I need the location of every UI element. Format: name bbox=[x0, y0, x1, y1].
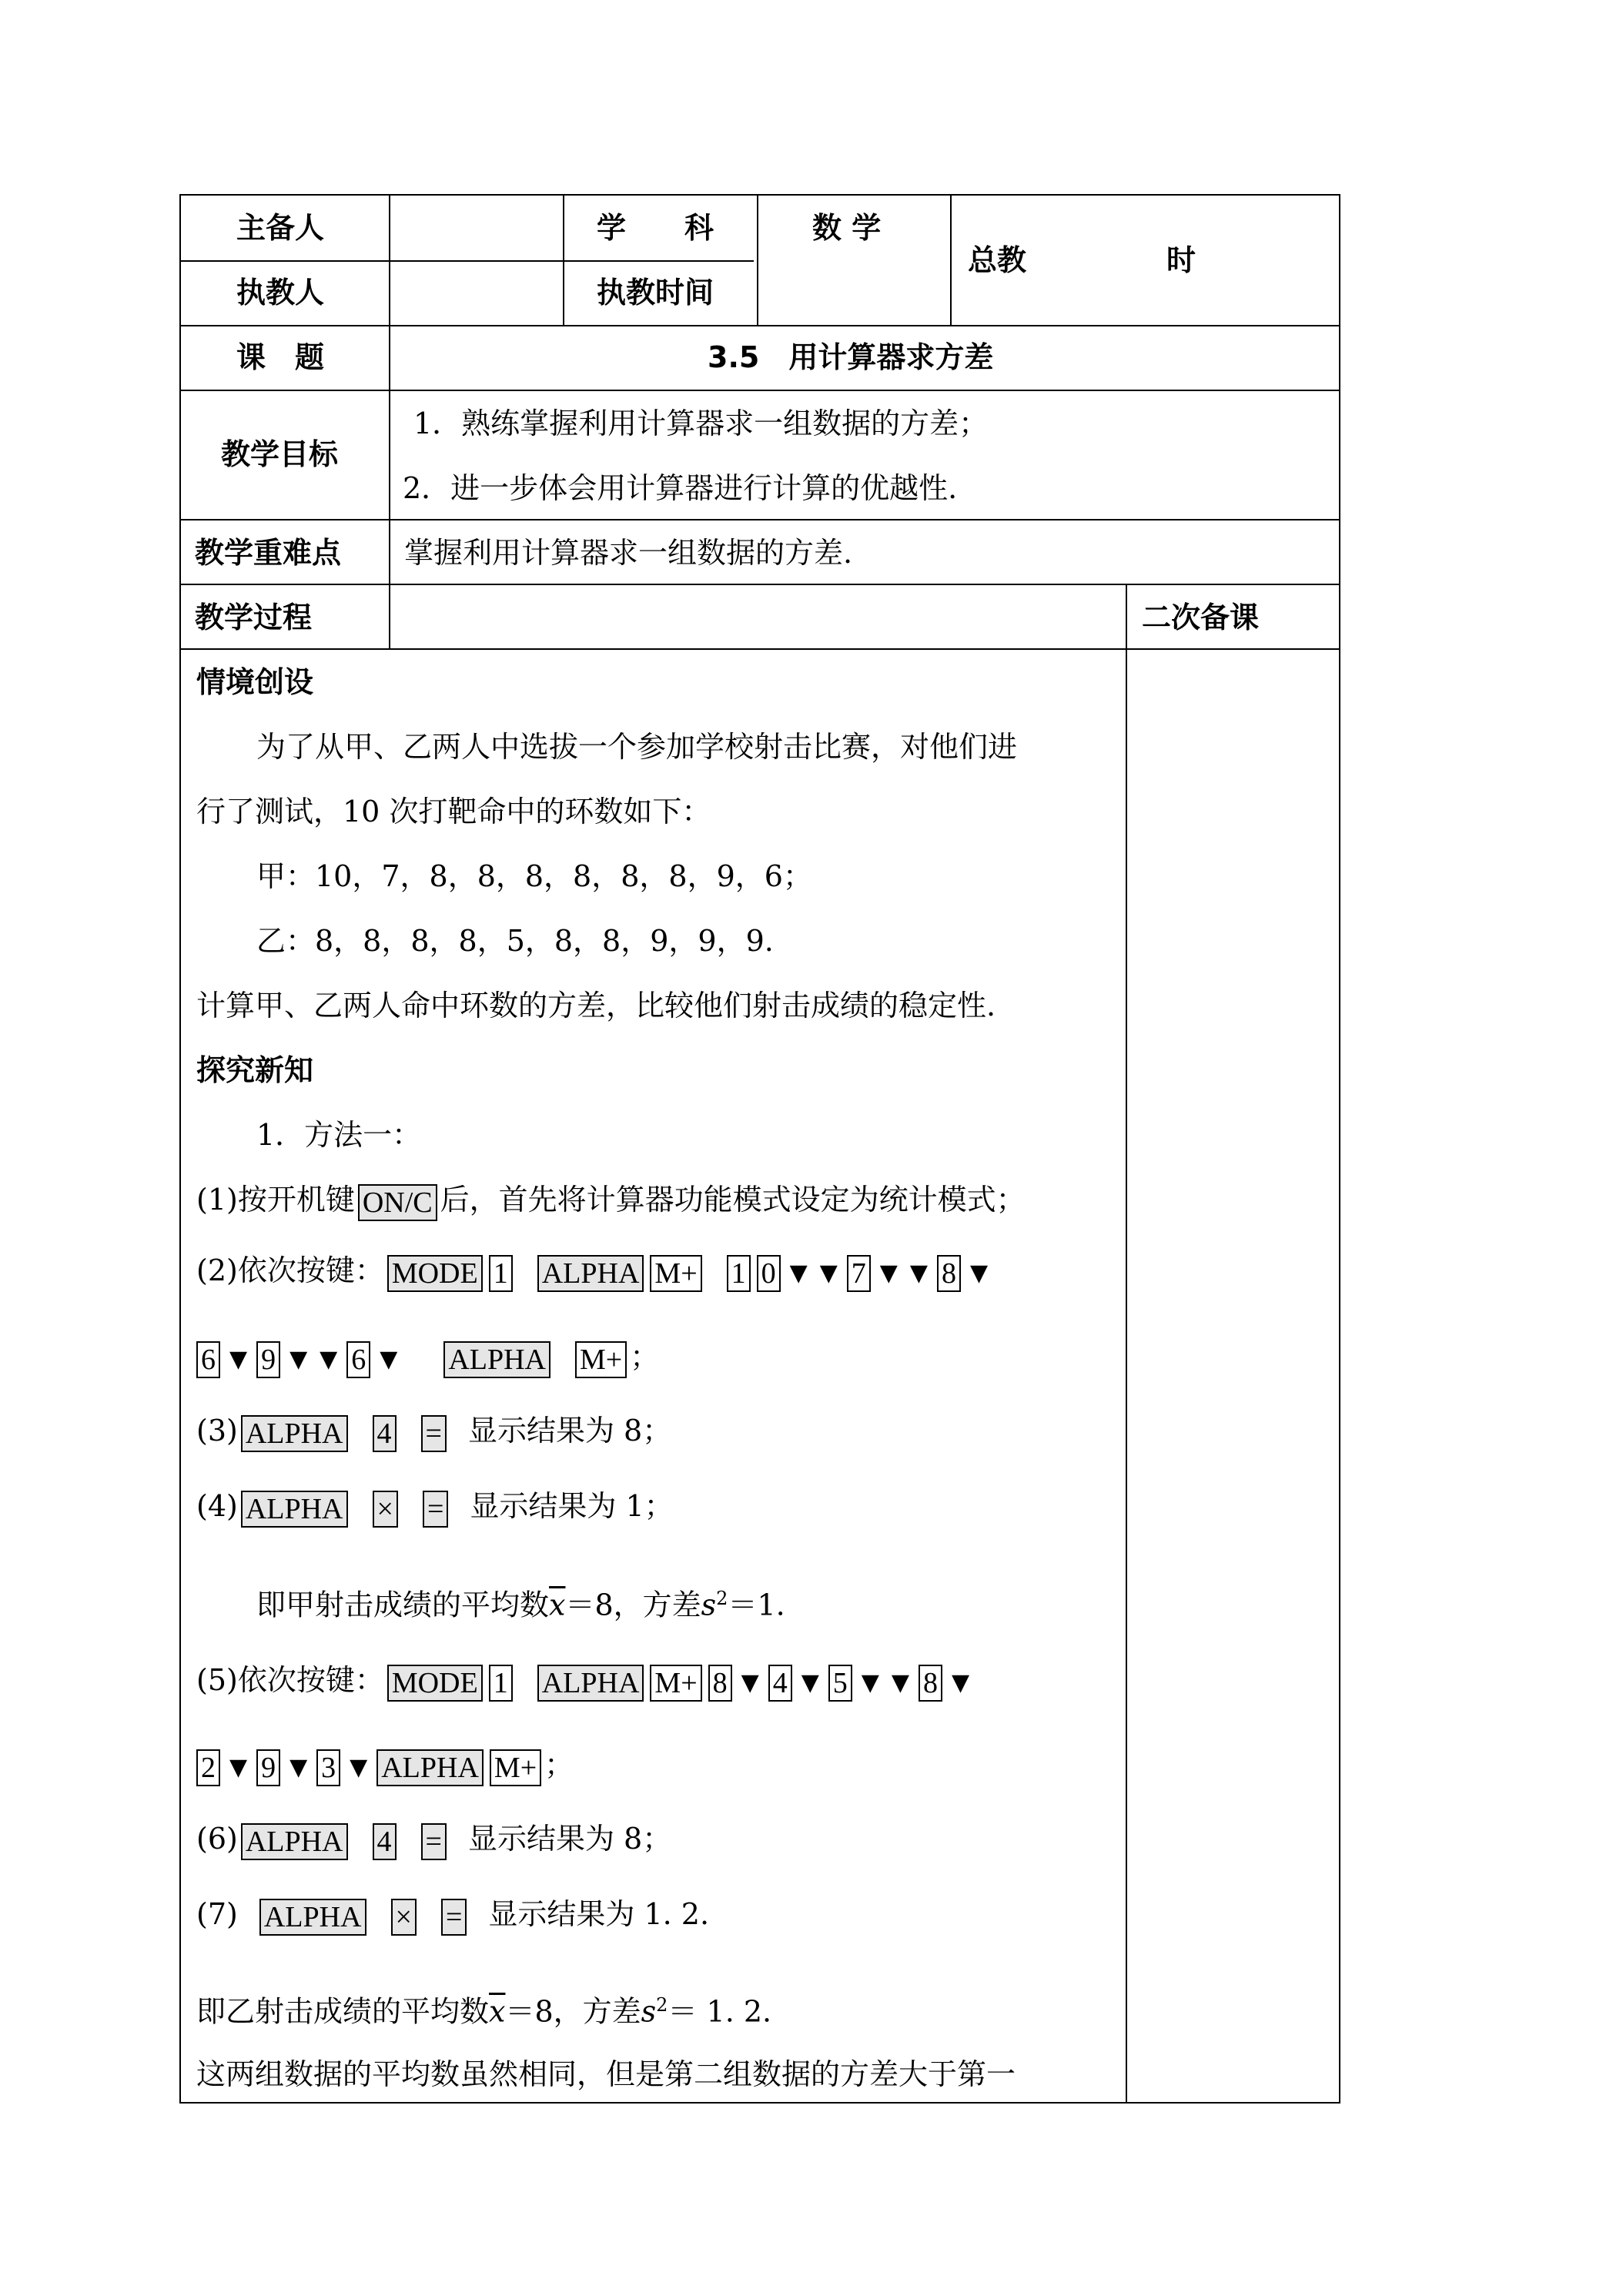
down-arrow-icon: ▼ bbox=[909, 1259, 928, 1287]
rule bbox=[181, 584, 1339, 585]
key-8: 8 bbox=[937, 1255, 961, 1292]
rule bbox=[181, 260, 754, 262]
goal-1: 1．熟练掌握利用计算器求一组数据的方差； bbox=[413, 407, 989, 440]
m-plus-key: M+ bbox=[650, 1255, 701, 1292]
rule bbox=[181, 325, 1339, 326]
step-text: (6) bbox=[196, 1822, 238, 1856]
step-text: (2)依次按键： bbox=[196, 1253, 384, 1287]
rule bbox=[181, 519, 1339, 520]
result-text: ＝ 1. 2. bbox=[668, 1994, 772, 2029]
down-arrow-icon: ▼ bbox=[951, 1668, 970, 1696]
alpha-key: ALPHA bbox=[537, 1665, 644, 1702]
mean-symbol: $\overline{x}$ bbox=[489, 1994, 506, 2029]
rule bbox=[181, 390, 1339, 391]
step-6 bbox=[196, 1820, 671, 1860]
data-jia: 甲：10，7，8，8，8，8，8，8，9，6； bbox=[256, 859, 812, 893]
rule bbox=[181, 648, 1339, 650]
down-arrow-icon: ▼ bbox=[819, 1259, 838, 1287]
key-1: 1 bbox=[727, 1255, 751, 1292]
result-text: ＝8，方差 bbox=[505, 1994, 641, 2029]
equals-key: = bbox=[421, 1823, 447, 1860]
exponent: 2 bbox=[656, 1994, 668, 2016]
step-text: 后，首先将计算器功能模式设定为统计模式； bbox=[440, 1183, 1026, 1217]
rule bbox=[1126, 584, 1127, 2102]
key-4: 4 bbox=[373, 1415, 397, 1452]
variance-symbol: s bbox=[701, 1588, 717, 1622]
step-text: 显示结果为 1. 2. bbox=[488, 1897, 710, 1931]
result-yi bbox=[196, 1986, 771, 2030]
equals-key: = bbox=[421, 1415, 447, 1452]
key-7: 7 bbox=[847, 1255, 871, 1292]
step-text: (1)按开机键 bbox=[196, 1183, 355, 1217]
mean-symbol: $\overline{x}$ bbox=[549, 1588, 566, 1622]
equals-key: = bbox=[423, 1491, 448, 1528]
section-title-scenario: 情境创设 bbox=[196, 665, 314, 699]
key-6: 6 bbox=[346, 1341, 370, 1378]
step-1 bbox=[196, 1181, 1026, 1221]
step-text: 显示结果为 1； bbox=[470, 1489, 674, 1523]
down-arrow-icon: ▼ bbox=[801, 1668, 819, 1696]
keypoint-value: 掌握利用计算器求一组数据的方差. bbox=[404, 536, 853, 570]
key-5: 5 bbox=[828, 1665, 852, 1702]
key-4: 4 bbox=[768, 1665, 792, 1702]
times-key: × bbox=[391, 1899, 417, 1936]
subject-label: 学 科 bbox=[597, 211, 714, 245]
down-arrow-icon: ▼ bbox=[289, 1345, 308, 1373]
step-7 bbox=[196, 1896, 709, 1936]
lesson-plan-table bbox=[179, 194, 1340, 2104]
step-5 bbox=[196, 1662, 975, 1702]
key-8: 8 bbox=[708, 1665, 732, 1702]
mode-key: MODE bbox=[387, 1255, 483, 1292]
key-0: 0 bbox=[757, 1255, 781, 1292]
alpha-key: ALPHA bbox=[259, 1899, 366, 1936]
total-label: 总教 bbox=[968, 243, 1027, 277]
alpha-key: ALPHA bbox=[376, 1749, 484, 1786]
rule bbox=[389, 196, 390, 648]
down-arrow-icon: ▼ bbox=[320, 1345, 338, 1373]
teacher-label: 执教人 bbox=[236, 276, 325, 310]
down-arrow-icon: ▼ bbox=[789, 1259, 808, 1287]
m-plus-key: M+ bbox=[575, 1341, 627, 1378]
total-suffix: 时 bbox=[1166, 243, 1196, 277]
down-arrow-icon: ▼ bbox=[879, 1259, 898, 1287]
times-key: × bbox=[373, 1491, 398, 1528]
alpha-key: ALPHA bbox=[241, 1491, 348, 1528]
result-jia bbox=[256, 1580, 785, 1624]
paragraph: 行了测试，10 次打靶命中的环数如下： bbox=[196, 795, 711, 828]
section-title-explore: 探究新知 bbox=[196, 1053, 314, 1087]
key-1: 1 bbox=[489, 1255, 513, 1292]
process-label: 教学过程 bbox=[195, 601, 313, 634]
data-yi: 乙：8，8，8，8，5，8，8，9，9，9. bbox=[256, 924, 774, 958]
result-text: 即甲射击成绩的平均数 bbox=[256, 1588, 550, 1622]
key-2: 2 bbox=[196, 1749, 220, 1786]
step-text: (5)依次按键： bbox=[196, 1663, 384, 1697]
down-arrow-icon: ▼ bbox=[891, 1668, 909, 1696]
rule bbox=[757, 196, 758, 325]
down-arrow-icon: ▼ bbox=[741, 1668, 759, 1696]
step-text: (3) bbox=[196, 1414, 238, 1448]
step-text: (4) bbox=[196, 1489, 238, 1523]
step-2 bbox=[196, 1252, 994, 1292]
down-arrow-icon: ▼ bbox=[380, 1345, 398, 1373]
step-2-cont: 6 ▼ 9 ▼ ▼ 6 ▼ ALPHA M+ ； bbox=[196, 1338, 659, 1378]
topic-value: 3.5 用计算器求方差 bbox=[708, 340, 994, 374]
step-4 bbox=[196, 1488, 674, 1528]
key-6: 6 bbox=[196, 1341, 220, 1378]
rule bbox=[950, 196, 952, 325]
down-arrow-icon: ▼ bbox=[861, 1668, 879, 1696]
key-3: 3 bbox=[316, 1749, 340, 1786]
variance-symbol: s bbox=[641, 1994, 657, 2029]
rule bbox=[563, 196, 564, 325]
mode-key: MODE bbox=[387, 1665, 483, 1702]
paragraph: 这两组数据的平均数虽然相同，但是第二组数据的方差大于第一 bbox=[196, 2057, 1016, 2091]
key-9: 9 bbox=[256, 1341, 280, 1378]
alpha-key: ALPHA bbox=[241, 1415, 348, 1452]
step-text: 显示结果为 8； bbox=[467, 1414, 672, 1448]
subject-value: 数 学 bbox=[812, 211, 882, 245]
paragraph: 计算甲、乙两人命中环数的方差，比较他们射击成绩的稳定性. bbox=[196, 989, 996, 1022]
topic-label: 课 题 bbox=[236, 340, 325, 374]
goal-2: 2．进一步体会用计算器进行计算的优越性. bbox=[403, 471, 958, 505]
m-plus-key: M+ bbox=[490, 1749, 541, 1786]
result-text: ＝8，方差 bbox=[565, 1588, 701, 1622]
time-label: 执教时间 bbox=[597, 276, 714, 310]
alpha-key: ALPHA bbox=[537, 1255, 644, 1292]
step-text: (7) bbox=[196, 1897, 238, 1931]
exponent: 2 bbox=[716, 1588, 728, 1609]
step-5-cont: 2 ▼ 9 ▼ 3 ▼ ALPHA M+ ； bbox=[196, 1746, 574, 1786]
key-1: 1 bbox=[489, 1665, 513, 1702]
down-arrow-icon: ▼ bbox=[289, 1753, 308, 1781]
lead-label: 主备人 bbox=[236, 211, 325, 245]
key-4: 4 bbox=[373, 1823, 397, 1860]
key-9: 9 bbox=[256, 1749, 280, 1786]
method-one: 1．方法一： bbox=[256, 1118, 422, 1152]
goals-label: 教学目标 bbox=[221, 437, 339, 471]
m-plus-key: M+ bbox=[650, 1665, 701, 1702]
paragraph: 为了从甲、乙两人中选拔一个参加学校射击比赛，对他们进 bbox=[256, 730, 1018, 764]
alpha-key: ALPHA bbox=[241, 1823, 348, 1860]
down-arrow-icon: ▼ bbox=[229, 1753, 248, 1781]
equals-key: = bbox=[441, 1899, 467, 1936]
step-text: 显示结果为 8； bbox=[467, 1822, 672, 1856]
step-3 bbox=[196, 1412, 671, 1452]
key-8: 8 bbox=[919, 1665, 942, 1702]
keypoint-label: 教学重难点 bbox=[195, 536, 342, 570]
down-arrow-icon: ▼ bbox=[969, 1259, 989, 1287]
down-arrow-icon: ▼ bbox=[350, 1753, 368, 1781]
alpha-key: ALPHA bbox=[443, 1341, 550, 1378]
second-prep-label: 二次备课 bbox=[1142, 601, 1260, 634]
on-c-key: ON/C bbox=[358, 1184, 437, 1221]
down-arrow-icon: ▼ bbox=[229, 1345, 248, 1373]
result-text: ＝1. bbox=[728, 1588, 785, 1622]
result-text: 即乙射击成绩的平均数 bbox=[196, 1994, 490, 2029]
